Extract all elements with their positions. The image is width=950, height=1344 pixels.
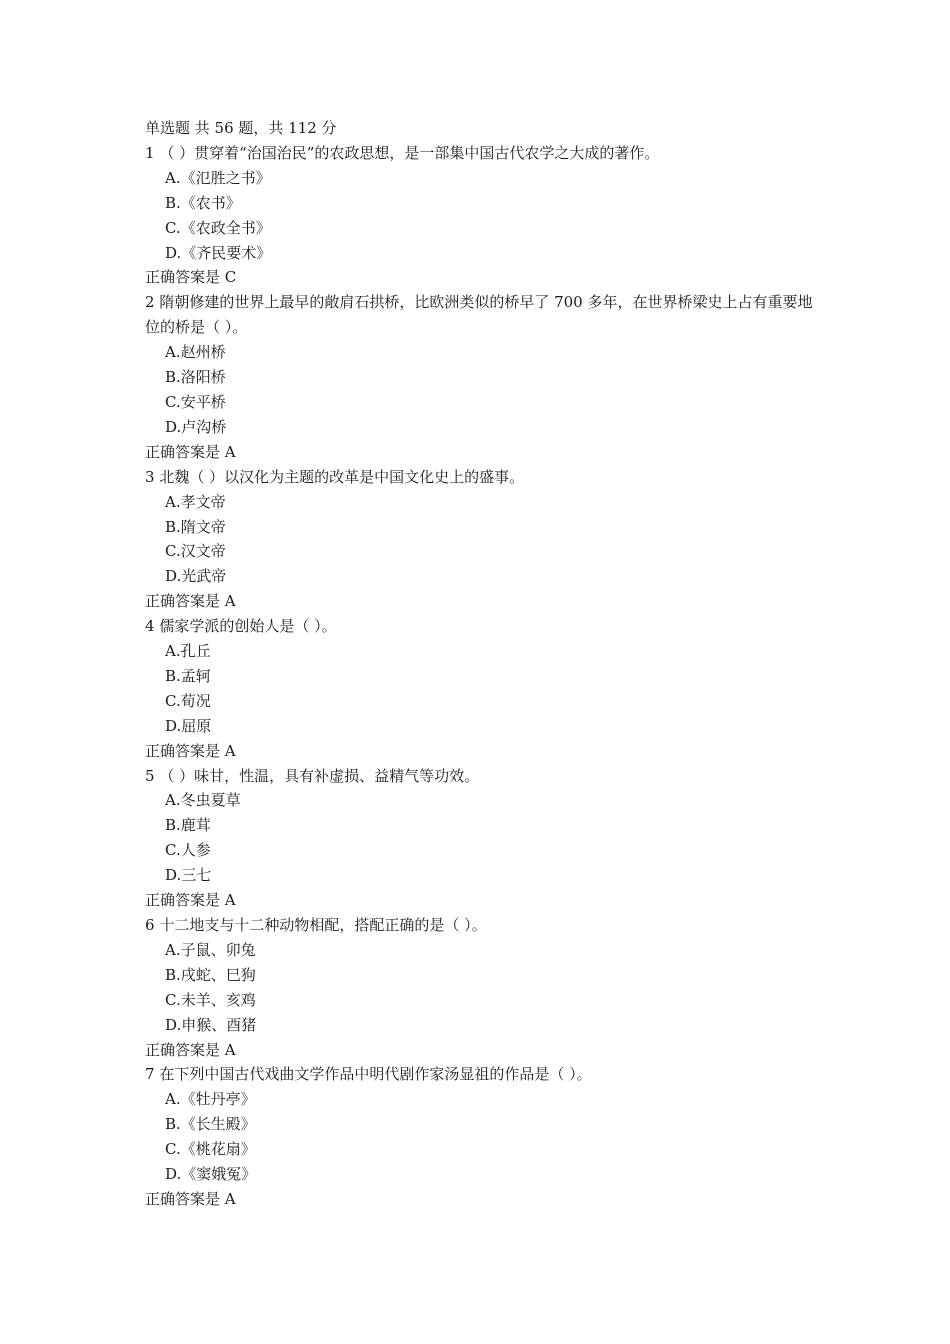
question-stem-line	[145, 290, 813, 340]
correct-answer-letter: C	[224, 268, 237, 287]
section-header: 单选题 共 56 题，共 112 分	[145, 119, 337, 137]
correct-answer-label: 正确答案是	[145, 1189, 221, 1208]
answer-option: B.隋文帝	[165, 517, 226, 536]
correct-answer-label: 正确答案是	[145, 442, 221, 461]
question-stem-line	[145, 913, 813, 938]
answer-option: D.光武帝	[165, 567, 227, 586]
correct-answer-line	[145, 265, 825, 290]
answer-option: D.三七	[165, 866, 212, 885]
question-stem: 在下列中国古代戏曲文学作品中明代剧作家汤显祖的作品是（ ）。	[159, 1065, 592, 1084]
answer-option: A.子鼠、卯兔	[165, 940, 256, 959]
correct-answer-letter: A	[224, 741, 236, 760]
question-stem-line	[145, 465, 813, 490]
answer-option: B.洛阳桥	[165, 368, 226, 387]
correct-answer-letter: A	[224, 1040, 236, 1059]
question-stem: （ ）味甘，性温，具有补虚损、益精气等功效。	[159, 766, 480, 785]
question-stem: 北魏（ ）以汉化为主题的改革是中国文化史上的盛事。	[159, 467, 525, 486]
correct-answer-line	[145, 1187, 825, 1212]
answer-option: B.孟轲	[165, 666, 211, 685]
question-stem-line	[145, 1062, 813, 1087]
question-list	[145, 141, 825, 1212]
answer-option: A.孝文帝	[165, 492, 226, 511]
question-stem: 十二地支与十二种动物相配，搭配正确的是（ ）。	[159, 916, 487, 934]
answer-option: C.《桃花扇》	[165, 1140, 256, 1159]
answer-option: A.冬虫夏草	[165, 791, 241, 810]
correct-answer-line	[145, 888, 825, 913]
question-block	[145, 465, 825, 614]
question-block	[145, 290, 825, 464]
answer-option: B.《农书》	[165, 193, 241, 212]
correct-answer-line	[145, 1038, 825, 1063]
question-stem: 儒家学派的创始人是（ ）。	[159, 617, 337, 636]
answer-option: D.卢沟桥	[165, 417, 227, 436]
answer-option: C.安平桥	[165, 392, 226, 411]
answer-option: A.《牡丹亭》	[165, 1090, 256, 1109]
question-block	[145, 1062, 825, 1211]
question-number: 3	[145, 467, 155, 486]
question-block	[145, 913, 825, 1062]
question-number: 2	[145, 293, 155, 312]
answer-option: D.屈原	[165, 716, 212, 735]
answer-option: A.孔丘	[165, 642, 211, 661]
correct-answer-label: 正确答案是	[145, 1040, 221, 1059]
question-stem-line	[145, 614, 813, 639]
question-stem: 隋朝修建的世界上最早的敞肩石拱桥，比欧洲类似的桥早了 700 多年，在世界桥梁史上占有重要地位的桥是（ ）。	[145, 293, 813, 337]
question-stem-line	[145, 764, 813, 789]
correct-answer-letter: A	[224, 442, 236, 461]
correct-answer-letter: A	[224, 1189, 236, 1208]
answer-option: C.汉文帝	[165, 542, 226, 561]
correct-answer-label: 正确答案是	[145, 592, 221, 611]
question-number: 1	[145, 143, 155, 162]
correct-answer-letter: A	[224, 891, 236, 910]
answer-option: C.未羊、亥鸡	[165, 990, 256, 1009]
document-page	[145, 116, 825, 1212]
correct-answer-label: 正确答案是	[145, 891, 221, 910]
question-number: 4	[145, 617, 155, 636]
answer-option: C.荀况	[165, 691, 211, 710]
answer-option: D.申猴、酉猪	[165, 1015, 257, 1034]
question-block	[145, 764, 825, 913]
question-stem-line	[145, 141, 813, 166]
question-number: 5	[145, 766, 155, 785]
answer-option: C.《农政全书》	[165, 218, 271, 237]
question-number: 6	[145, 916, 155, 934]
answer-option: B.鹿茸	[165, 816, 211, 835]
answer-option: A.赵州桥	[165, 343, 226, 362]
correct-answer-line	[145, 440, 825, 465]
answer-option: A.《氾胜之书》	[165, 168, 271, 187]
correct-answer-letter: A	[224, 592, 236, 611]
answer-option: B.戌蛇、巳狗	[165, 965, 256, 984]
question-block	[145, 614, 825, 763]
answer-option: C.人参	[165, 841, 211, 860]
correct-answer-line	[145, 589, 825, 614]
answer-option: D.《齐民要术》	[165, 243, 272, 262]
answer-option: D.《窦娥冤》	[165, 1165, 257, 1184]
question-block	[145, 141, 825, 290]
question-stem: （ ）贯穿着“治国治民”的农政思想，是一部集中国古代农学之大成的著作。	[159, 143, 660, 162]
answer-option: B.《长生殿》	[165, 1115, 256, 1134]
correct-answer-label: 正确答案是	[145, 268, 221, 287]
question-number: 7	[145, 1065, 155, 1084]
correct-answer-line	[145, 739, 825, 764]
correct-answer-label: 正确答案是	[145, 741, 221, 760]
